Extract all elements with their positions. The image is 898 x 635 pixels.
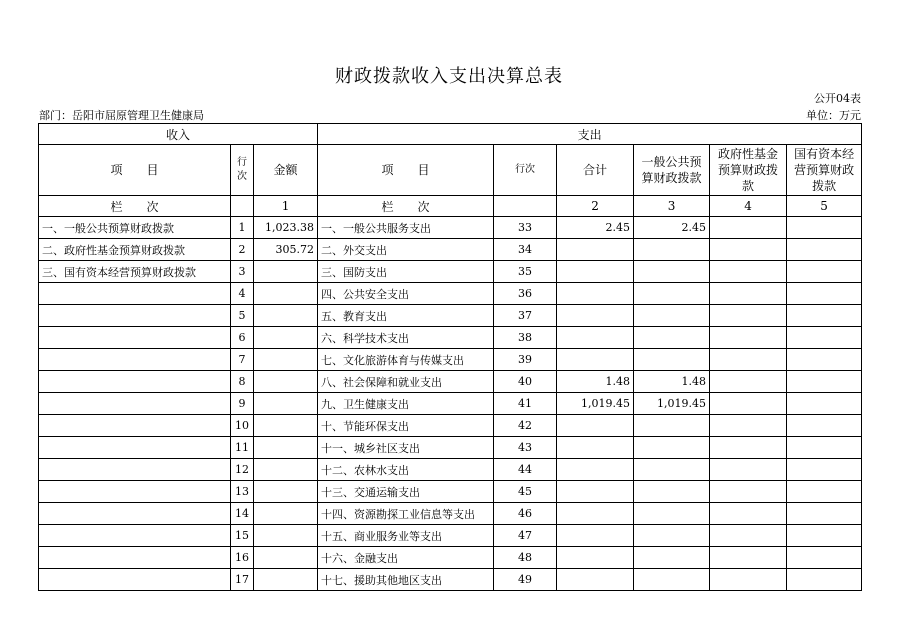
income-amount-cell xyxy=(254,569,318,591)
table-row xyxy=(39,459,862,481)
expense-row-no-cell: 45 xyxy=(494,481,557,503)
general-budget-cell xyxy=(634,283,710,305)
table-row xyxy=(39,525,862,547)
expense-item-cell: 十六、金融支出 xyxy=(318,547,494,569)
expense-section-header: 支出 xyxy=(318,124,862,145)
general-budget-cell xyxy=(634,547,710,569)
expense-item-cell: 十一、城乡社区支出 xyxy=(318,437,494,459)
expense-item-cell: 十二、农林水支出 xyxy=(318,459,494,481)
income-item-cell xyxy=(39,547,231,569)
income-item-cell xyxy=(39,437,231,459)
table-row xyxy=(39,415,862,437)
income-row-no-cell: 13 xyxy=(231,481,254,503)
general-budget-cell xyxy=(634,415,710,437)
income-row-no-cell: 17 xyxy=(231,569,254,591)
general-budget-cell: 1.48 xyxy=(634,371,710,393)
expense-item-cell: 九、卫生健康支出 xyxy=(318,393,494,415)
column-index-1: 1 xyxy=(254,196,318,217)
general-budget-cell xyxy=(634,569,710,591)
income-amount-cell xyxy=(254,393,318,415)
expense-row-no-cell: 43 xyxy=(494,437,557,459)
gov-fund-cell xyxy=(710,415,787,437)
income-amount-cell: 305.72 xyxy=(254,239,318,261)
state-capital-cell xyxy=(787,305,862,327)
total-cell xyxy=(557,349,634,371)
financial-summary-table xyxy=(38,123,862,591)
gov-fund-cell xyxy=(710,481,787,503)
general-budget-cell xyxy=(634,239,710,261)
income-row-no-cell: 12 xyxy=(231,459,254,481)
state-capital-cell xyxy=(787,525,862,547)
expense-row-no-cell: 42 xyxy=(494,415,557,437)
expense-item-cell: 七、文化旅游体育与传媒支出 xyxy=(318,349,494,371)
income-item-cell xyxy=(39,371,231,393)
table-row xyxy=(39,217,862,239)
gov-fund-cell xyxy=(710,305,787,327)
gov-fund-cell xyxy=(710,327,787,349)
table-row xyxy=(39,371,862,393)
expense-item-cell: 十五、商业服务业等支出 xyxy=(318,525,494,547)
table-row xyxy=(39,349,862,371)
gov-fund-cell xyxy=(710,217,787,239)
form-number: 公开04表 xyxy=(814,92,861,105)
expense-row-no-header: 行次 xyxy=(494,145,557,196)
state-capital-cell xyxy=(787,503,862,525)
table-row xyxy=(39,305,862,327)
total-cell: 1,019.45 xyxy=(557,393,634,415)
total-cell xyxy=(557,327,634,349)
income-row-no-cell: 10 xyxy=(231,415,254,437)
state-capital-cell xyxy=(787,393,862,415)
expense-item-cell: 十、节能环保支出 xyxy=(318,415,494,437)
income-amount-header: 金额 xyxy=(254,145,318,196)
total-cell xyxy=(557,569,634,591)
table-row xyxy=(39,393,862,415)
total-cell xyxy=(557,239,634,261)
income-item-cell xyxy=(39,481,231,503)
gov-fund-cell xyxy=(710,393,787,415)
expense-row-no-cell: 33 xyxy=(494,217,557,239)
column-index-label-expense: 栏 次 xyxy=(318,196,494,217)
income-amount-cell xyxy=(254,349,318,371)
expense-item-cell: 十七、援助其他地区支出 xyxy=(318,569,494,591)
expense-row-no-cell: 37 xyxy=(494,305,557,327)
income-row-no-cell: 14 xyxy=(231,503,254,525)
expense-row-no-cell: 47 xyxy=(494,525,557,547)
gov-fund-header: 政府性基金预算财政拨款 xyxy=(710,145,787,196)
state-capital-cell xyxy=(787,371,862,393)
income-item-cell xyxy=(39,349,231,371)
gov-fund-cell xyxy=(710,525,787,547)
total-cell xyxy=(557,525,634,547)
general-budget-cell xyxy=(634,305,710,327)
total-cell xyxy=(557,547,634,569)
gov-fund-cell xyxy=(710,569,787,591)
income-amount-cell xyxy=(254,305,318,327)
column-index-label: 栏 次 xyxy=(39,196,231,217)
income-amount-cell xyxy=(254,459,318,481)
income-item-cell xyxy=(39,393,231,415)
income-section-header: 收入 xyxy=(39,124,318,145)
total-cell: 1.48 xyxy=(557,371,634,393)
income-row-no-cell: 3 xyxy=(231,261,254,283)
gov-fund-cell xyxy=(710,261,787,283)
state-capital-cell xyxy=(787,327,862,349)
column-index-5: 5 xyxy=(787,196,862,217)
income-item-cell xyxy=(39,503,231,525)
income-item-cell: 二、政府性基金预算财政拨款 xyxy=(39,239,231,261)
general-budget-cell xyxy=(634,459,710,481)
income-row-no-cell: 1 xyxy=(231,217,254,239)
column-index-row xyxy=(39,196,862,217)
column-index-blank xyxy=(231,196,254,217)
state-capital-cell xyxy=(787,349,862,371)
income-row-no-cell: 16 xyxy=(231,547,254,569)
gov-fund-cell xyxy=(710,239,787,261)
column-index-blank xyxy=(494,196,557,217)
state-capital-cell xyxy=(787,547,862,569)
income-amount-cell xyxy=(254,503,318,525)
state-capital-header: 国有资本经营预算财政拨款 xyxy=(787,145,862,196)
column-header-row xyxy=(39,145,862,196)
table-row xyxy=(39,283,862,305)
gov-fund-cell xyxy=(710,503,787,525)
income-amount-cell xyxy=(254,547,318,569)
income-amount-cell xyxy=(254,481,318,503)
total-cell xyxy=(557,481,634,503)
gov-fund-cell xyxy=(710,349,787,371)
income-row-no-cell: 6 xyxy=(231,327,254,349)
state-capital-cell xyxy=(787,415,862,437)
gov-fund-cell xyxy=(710,371,787,393)
table-row xyxy=(39,327,862,349)
column-index-3: 3 xyxy=(634,196,710,217)
total-cell xyxy=(557,459,634,481)
table-row xyxy=(39,261,862,283)
expense-row-no-cell: 36 xyxy=(494,283,557,305)
expense-item-header: 项 目 xyxy=(318,145,494,196)
expense-item-cell: 四、公共安全支出 xyxy=(318,283,494,305)
total-cell xyxy=(557,437,634,459)
total-cell xyxy=(557,283,634,305)
gov-fund-cell xyxy=(710,547,787,569)
state-capital-cell xyxy=(787,261,862,283)
general-budget-cell: 2.45 xyxy=(634,217,710,239)
income-amount-cell xyxy=(254,437,318,459)
state-capital-cell xyxy=(787,481,862,503)
income-item-header: 项 目 xyxy=(39,145,231,196)
income-item-cell xyxy=(39,415,231,437)
general-budget-cell xyxy=(634,503,710,525)
income-amount-cell xyxy=(254,327,318,349)
table-row xyxy=(39,481,862,503)
state-capital-cell xyxy=(787,217,862,239)
income-amount-cell xyxy=(254,371,318,393)
total-cell xyxy=(557,305,634,327)
table-row xyxy=(39,547,862,569)
gov-fund-cell xyxy=(710,437,787,459)
income-amount-cell xyxy=(254,525,318,547)
income-item-cell xyxy=(39,459,231,481)
income-amount-cell xyxy=(254,415,318,437)
income-item-cell xyxy=(39,569,231,591)
expense-item-cell: 三、国防支出 xyxy=(318,261,494,283)
income-item-cell xyxy=(39,305,231,327)
total-header: 合计 xyxy=(557,145,634,196)
income-amount-cell xyxy=(254,261,318,283)
section-header-row xyxy=(39,124,862,145)
income-row-no-cell: 8 xyxy=(231,371,254,393)
expense-row-no-cell: 48 xyxy=(494,547,557,569)
state-capital-cell xyxy=(787,283,862,305)
state-capital-cell xyxy=(787,569,862,591)
expense-row-no-cell: 35 xyxy=(494,261,557,283)
income-row-no-cell: 7 xyxy=(231,349,254,371)
table-row xyxy=(39,503,862,525)
income-row-no-cell: 9 xyxy=(231,393,254,415)
expense-item-cell: 一、一般公共服务支出 xyxy=(318,217,494,239)
expense-row-no-cell: 49 xyxy=(494,569,557,591)
expense-row-no-cell: 39 xyxy=(494,349,557,371)
table-body xyxy=(39,217,862,591)
total-cell xyxy=(557,503,634,525)
table-row xyxy=(39,437,862,459)
income-row-no-cell: 11 xyxy=(231,437,254,459)
expense-row-no-cell: 34 xyxy=(494,239,557,261)
unit-label: 单位：万元 xyxy=(806,109,861,122)
income-row-no-cell: 15 xyxy=(231,525,254,547)
income-item-cell xyxy=(39,525,231,547)
column-index-4: 4 xyxy=(710,196,787,217)
general-budget-cell xyxy=(634,481,710,503)
expense-item-cell: 二、外交支出 xyxy=(318,239,494,261)
income-item-cell: 三、国有资本经营预算财政拨款 xyxy=(39,261,231,283)
total-cell xyxy=(557,415,634,437)
table-row xyxy=(39,239,862,261)
expense-item-cell: 八、社会保障和就业支出 xyxy=(318,371,494,393)
income-item-cell: 一、一般公共预算财政拨款 xyxy=(39,217,231,239)
general-budget-cell xyxy=(634,349,710,371)
total-cell xyxy=(557,261,634,283)
general-budget-cell xyxy=(634,525,710,547)
expense-item-cell: 五、教育支出 xyxy=(318,305,494,327)
income-item-cell xyxy=(39,283,231,305)
income-amount-cell: 1,023.38 xyxy=(254,217,318,239)
income-row-no-cell: 4 xyxy=(231,283,254,305)
expense-row-no-cell: 46 xyxy=(494,503,557,525)
state-capital-cell xyxy=(787,239,862,261)
general-budget-header: 一般公共预算财政拨款 xyxy=(634,145,710,196)
page-title: 财政拨款收入支出决算总表 xyxy=(335,66,563,87)
column-index-2: 2 xyxy=(557,196,634,217)
expense-row-no-cell: 38 xyxy=(494,327,557,349)
state-capital-cell xyxy=(787,437,862,459)
expense-item-cell: 十三、交通运输支出 xyxy=(318,481,494,503)
gov-fund-cell xyxy=(710,283,787,305)
income-row-no-cell: 5 xyxy=(231,305,254,327)
income-row-no-cell: 2 xyxy=(231,239,254,261)
expense-row-no-cell: 41 xyxy=(494,393,557,415)
gov-fund-cell xyxy=(710,459,787,481)
expense-item-cell: 六、科学技术支出 xyxy=(318,327,494,349)
income-item-cell xyxy=(39,327,231,349)
state-capital-cell xyxy=(787,459,862,481)
general-budget-cell xyxy=(634,437,710,459)
total-cell: 2.45 xyxy=(557,217,634,239)
general-budget-cell: 1,019.45 xyxy=(634,393,710,415)
expense-row-no-cell: 40 xyxy=(494,371,557,393)
general-budget-cell xyxy=(634,261,710,283)
income-amount-cell xyxy=(254,283,318,305)
income-row-no-header: 行次 xyxy=(231,145,254,196)
general-budget-cell xyxy=(634,327,710,349)
department-label: 部门：岳阳市屈原管理卫生健康局 xyxy=(39,109,204,122)
table-row xyxy=(39,569,862,591)
expense-item-cell: 十四、资源勘探工业信息等支出 xyxy=(318,503,494,525)
expense-row-no-cell: 44 xyxy=(494,459,557,481)
